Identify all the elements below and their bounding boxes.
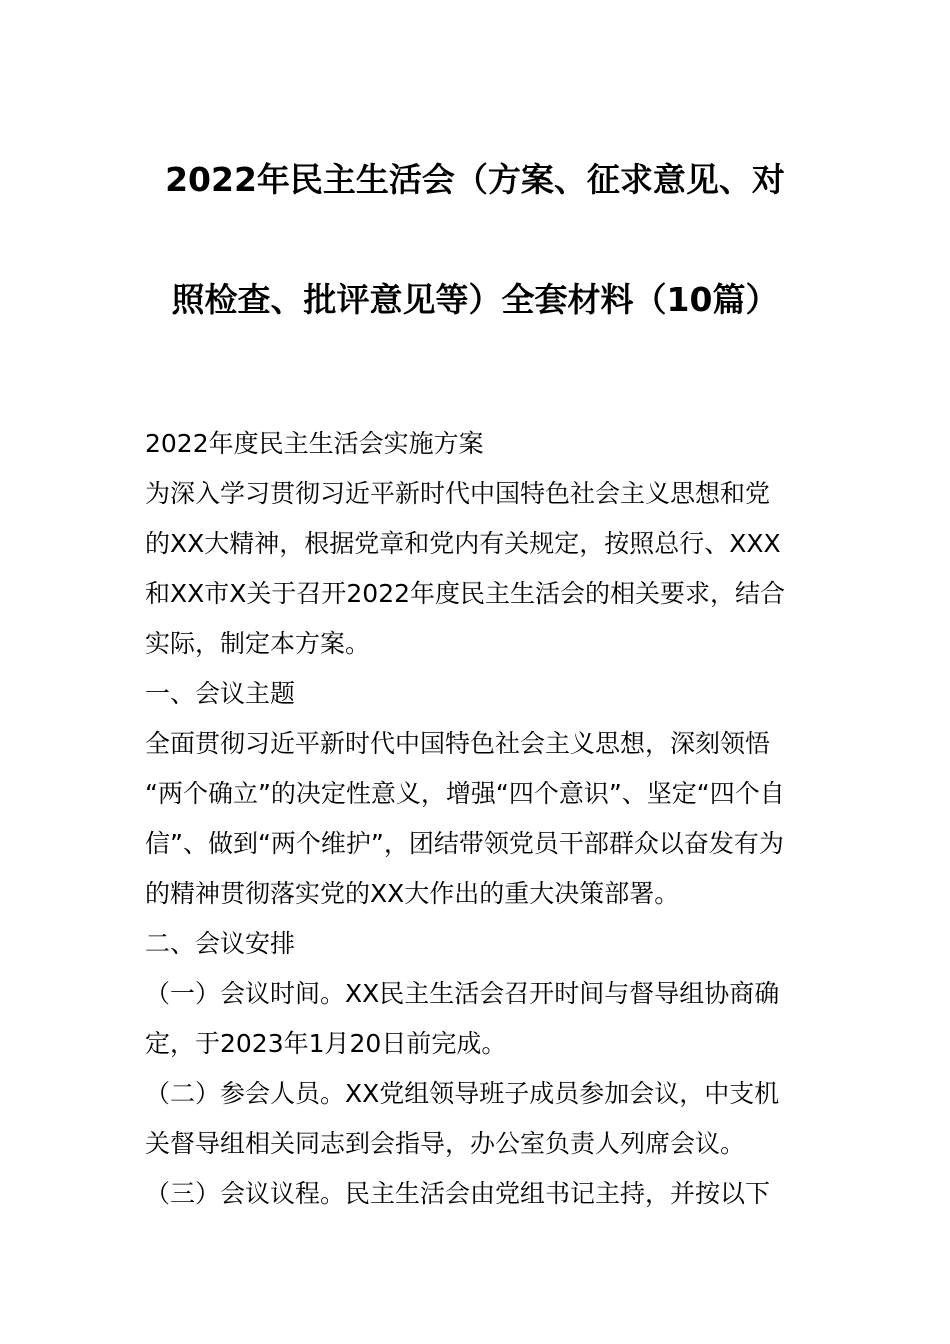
body-line: “两个确立”的决定性意义，增强“四个意识”、坚定“四个自 <box>145 779 785 808</box>
body-line: （二）参会人员。XX党组领导班子成员参加会议，中支机 <box>145 1079 780 1108</box>
body-line: 定，于2023年1月20日前完成。 <box>145 1029 507 1058</box>
body-line: 实际，制定本方案。 <box>145 629 371 658</box>
section-heading-plan: 2022年度民主生活会实施方案 <box>145 429 484 458</box>
section-heading-theme: 一、会议主题 <box>145 679 296 708</box>
body-line: 全面贯彻习近平新时代中国特色社会主义思想，深刻领悟 <box>145 729 771 758</box>
body-line: 关督导组相关同志到会指导，办公室负责人列席会议。 <box>145 1129 746 1158</box>
body-line: （一）会议时间。XX民主生活会召开时间与督导组协商确 <box>145 979 780 1008</box>
document-body <box>145 419 815 1219</box>
body-line: 为深入学习贯彻习近平新时代中国特色社会主义思想和党 <box>145 479 771 508</box>
document-title-line-2: 照检查、批评意见等）全套材料（10篇） <box>171 280 779 319</box>
body-line: 信”、做到“两个维护”，团结带领党员干部群众以奋发有为 <box>145 829 784 858</box>
document-title-line-1: 2022年民主生活会（方案、征求意见、对 <box>165 160 785 199</box>
body-line: 和XX市X关于召开2022年度民主生活会的相关要求，结合 <box>145 579 786 608</box>
body-line: 的精神贯彻落实党的XX大作出的重大决策部署。 <box>145 879 680 908</box>
section-heading-arrangement: 二、会议安排 <box>145 929 296 958</box>
body-line: 的XX大精神，根据党章和党内有关规定，按照总行、XXX <box>145 529 781 558</box>
body-line: （三）会议议程。民主生活会由党组书记主持，并按以下 <box>145 1179 771 1208</box>
